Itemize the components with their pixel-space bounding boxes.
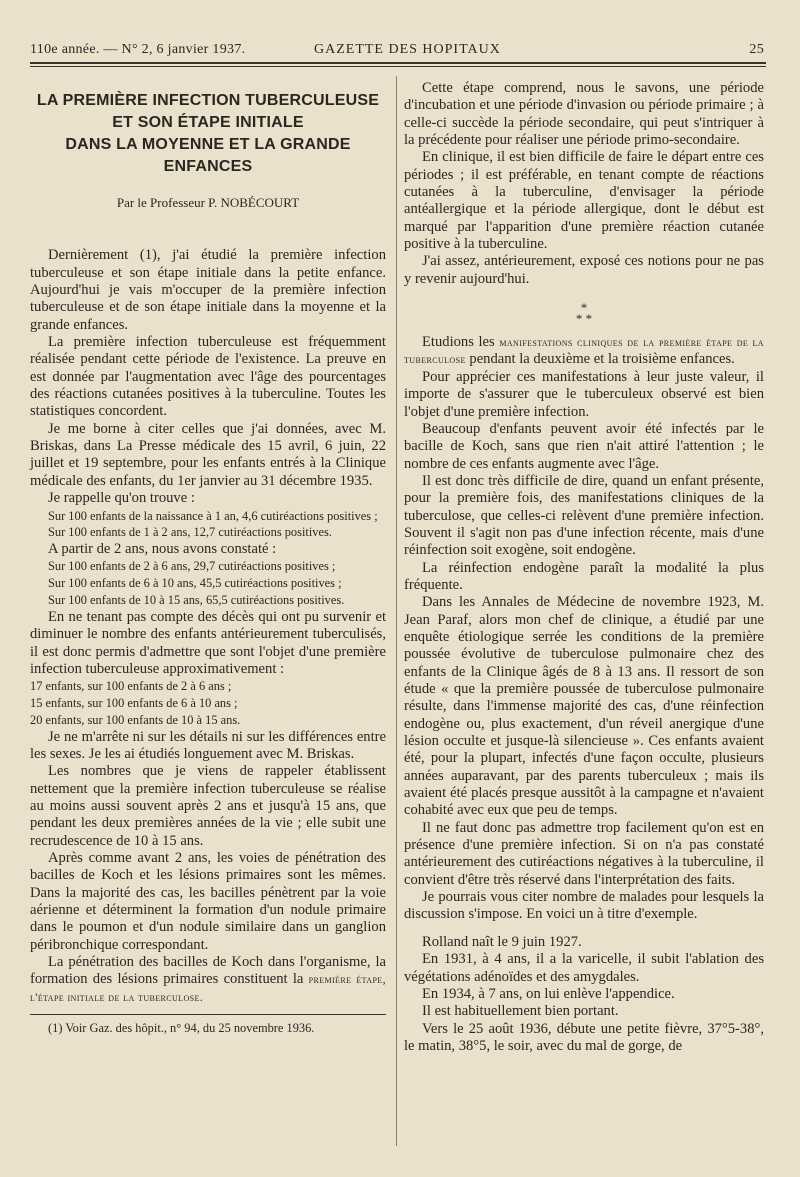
paragraph: Il est donc très difficile de dire, quand un enfant présente, pour la première fois, des manifestations cliniques de la tuberculose, que celles-ci relèvent d'une première infection. Souvent il s'agit non pas d'une infection récente, mais d'une réinfection soit exogène, soit endogène. bbox=[404, 472, 764, 559]
paragraph: Pour apprécier ces manifestations à leur juste valeur, il importe de s'assurer que le tuberculeux observé est bien l'objet d'une première infection. bbox=[404, 368, 764, 420]
estimate-list bbox=[30, 678, 386, 728]
journal-name: GAZETTE DES HOPITAUX bbox=[314, 42, 501, 57]
paragraph: A partir de 2 ans, nous avons constaté : bbox=[48, 541, 277, 558]
paragraph: Dans les Annales de Médecine de novembre 1923, M. Jean Paraf, alors mon chef de clinique, a étudié par une enquête étiologique serrée les conditions de la première poussée évolutive de tuberculose pulmonaire chez des enfants de la Clinique âgés de 8 à 13 ans. Il ressort de son étude « que la première poussée de tuberculose pulmonaire résulte, dans l'immense majorité des cas, d'une réinfection endogène ou, plus exactement, d'un réveil anergique d'une lésion occulte et jusque-là silencieuse ». Ces enfants avaient été, pour la plupart, infectés d'une façon occulte, plusieurs années auparavant, par des parents tuberculeux ; mais ils avaient été placés presque aussitôt à la campagne et n'avaient cohabité avec eux que peu de temps. bbox=[404, 594, 764, 819]
statistic-line: Sur 100 enfants de 1 à 2 ans, 12,7 cutiréactions positives. bbox=[48, 525, 332, 540]
small-caps-phrase: première étape, l'étape initiale de la tuberculose. bbox=[30, 972, 386, 1004]
spacer bbox=[404, 924, 764, 934]
case-line: En 1931, à 4 ans, il a la varicelle, il subit l'ablation des végétations adénoïdes et des amygdales. bbox=[404, 951, 764, 985]
paragraph: J'ai assez, antérieurement, exposé ces notions pour ne pas y revenir aujourd'hui. bbox=[404, 253, 764, 287]
section-separator: * * * bbox=[575, 300, 593, 327]
paragraph-text: Etudions les bbox=[422, 334, 495, 351]
list-item: 20 enfants, sur 100 enfants de 10 à 15 ans. bbox=[30, 712, 241, 727]
paragraph: Après comme avant 2 ans, les voies de pénétration des bacilles de Koch et les lésions primaires sont les mêmes. Dans la majorité des cas, les bacilles pénètrent par la voie aérienne et déterminent la formation d'un nodule primaire dans le poumon et d'un nodule similaire dans un ganglion péribronchique correspondant. bbox=[30, 850, 386, 953]
paragraph: Dernièrement (1), j'ai étudié la première infection tuberculeuse et son étape initiale dans la petite enfance. Aujourd'hui je vais m'occuper de la première infection tuberculeuse et de son étape initiale dans la moyenne et la grande enfances. bbox=[30, 247, 386, 333]
paragraph: Cette étape comprend, nous le savons, une période d'incubation et une période d'invasion ou période primaire ; à celle-ci succède la période secondaire, qui peut s'intriquer à la précédente pour réaliser une période primo-secondaire. bbox=[404, 80, 764, 149]
case-line: Il est habituellement bien portant. bbox=[422, 1003, 619, 1020]
left-column bbox=[30, 80, 386, 1036]
article-title bbox=[30, 90, 386, 178]
paragraph: En clinique, il est bien difficile de faire le départ entre ces périodes ; il est préférable, en tenant compte de réactions cutanées à la tuberculine, d'envisager la période antéallergique et la période allergique, dont le début est marqué par l'apparition d'une première réaction cutanée positive à la tuberculine. bbox=[404, 149, 764, 253]
statistic-line: Sur 100 enfants de la naissance à 1 an, 4,6 cutiréactions positives ; bbox=[48, 508, 378, 523]
case-line: En 1934, à 7 ans, on lui enlève l'appendice. bbox=[422, 985, 675, 1002]
list-item: 17 enfants, sur 100 enfants de 2 à 6 ans ; bbox=[30, 679, 232, 694]
paragraph: La première infection tuberculeuse est fréquemment réalisée pendant cette période de l'existence. La preuve en est donnée par l'augmentation avec l'âge des pourcentages des réactions cutanées positives à la tuberculine. Toutes les statistiques concordent. bbox=[30, 334, 386, 420]
title-line-2: ET SON ÉTAPE INITIALE bbox=[112, 114, 304, 131]
header-rule-thin bbox=[30, 66, 766, 67]
footnote: (1) Voir Gaz. des hôpit., n° 94, du 25 novembre 1936. bbox=[48, 1021, 315, 1036]
running-header bbox=[30, 38, 764, 60]
header-rule-thick bbox=[30, 62, 766, 64]
paragraph-text: pendant la deuxième et la troisième enfances. bbox=[469, 351, 735, 368]
paragraph: Je pourrais vous citer nombre de malades pour lesquels la discussion s'impose. En voici un à titre d'exemple. bbox=[404, 889, 764, 923]
paragraph bbox=[30, 954, 386, 1006]
small-caps-phrase: manifestations cliniques de la première étape de la tuberculose bbox=[404, 335, 764, 367]
paragraph: Beaucoup d'enfants peuvent avoir été infectés par le bacille de Koch, sans que rien n'ait attiré l'attention ; le nombre de ces enfants augmente avec l'âge. bbox=[404, 420, 764, 472]
paragraph: En ne tenant pas compte des décès qui ont pu survenir et diminuer le nombre des enfants antérieurement tuberculisés, il est donc permis d'admettre que sont l'objet d'une première infection tuberculeuse approximativement : bbox=[30, 608, 386, 677]
footnote-rule bbox=[30, 1014, 386, 1015]
paragraph: Les nombres que je viens de rappeler établissent nettement que la première infection tuberculeuse se réalise au moins aussi souvent après 2 ans et jusqu'à 15 ans, que pendant les deux premières années de la vie ; elle subit une recrudescence de 10 à 15 ans. bbox=[30, 763, 386, 849]
paragraph: Je rappelle qu'on trouve : bbox=[48, 490, 195, 507]
title-line-1: LA PREMIÈRE INFECTION TUBERCULEUSE bbox=[36, 92, 380, 109]
right-column bbox=[404, 80, 764, 1055]
paragraph: Je me borne à citer celles que j'ai données, avec M. Briskas, dans La Presse médicale des 15 avril, 6 juin, 22 juillet et 19 septembre, pour les enfants entrés à la Clinique médicale des enfants, du 1er janvier au 31 décembre 1935. bbox=[30, 420, 386, 489]
paragraph: Je ne m'arrête ni sur les détails ni sur les différences entre les sexes. Je les ai étudiés longuement avec M. Briskas. bbox=[30, 728, 386, 762]
paragraph-text: La pénétration des bacilles de Koch dans l'organisme, la formation des lésions primaires constituent la bbox=[30, 954, 386, 988]
statistic-line: Sur 100 enfants de 6 à 10 ans, 45,5 cutiréactions positives ; bbox=[48, 576, 342, 591]
issue-info: 110e année. — N° 2, 6 janvier 1937. bbox=[30, 42, 246, 57]
paragraph bbox=[404, 334, 764, 369]
paragraph: La réinfection endogène paraît la modalité la plus fréquente. bbox=[404, 559, 764, 593]
paragraph: Il ne faut donc pas admettre trop facilement qu'on est en présence d'une première infection. Si on n'a pas constaté antérieurement des cutiréactions négatives à la tuberculine, il convient d'être très réservé dans l'interprétation des faits. bbox=[404, 819, 764, 888]
title-line-3: DANS LA MOYENNE ET LA GRANDE ENFANCES bbox=[65, 136, 351, 175]
case-line: Rolland naît le 9 juin 1927. bbox=[422, 933, 582, 950]
statistic-line: Sur 100 enfants de 2 à 6 ans, 29,7 cutiréactions positives ; bbox=[48, 559, 336, 574]
case-line: Vers le 25 août 1936, débute une petite fièvre, 37°5-38°, le matin, 38°5, le soir, avec du mal de gorge, de bbox=[404, 1020, 764, 1054]
statistic-line: Sur 100 enfants de 10 à 15 ans, 65,5 cutiréactions positives. bbox=[48, 593, 345, 608]
author-byline: Par le Professeur P. NOBÉCOURT bbox=[116, 195, 300, 210]
page-number: 25 bbox=[749, 42, 764, 57]
list-item: 15 enfants, sur 100 enfants de 6 à 10 ans ; bbox=[30, 696, 238, 710]
column-divider bbox=[396, 76, 397, 1146]
